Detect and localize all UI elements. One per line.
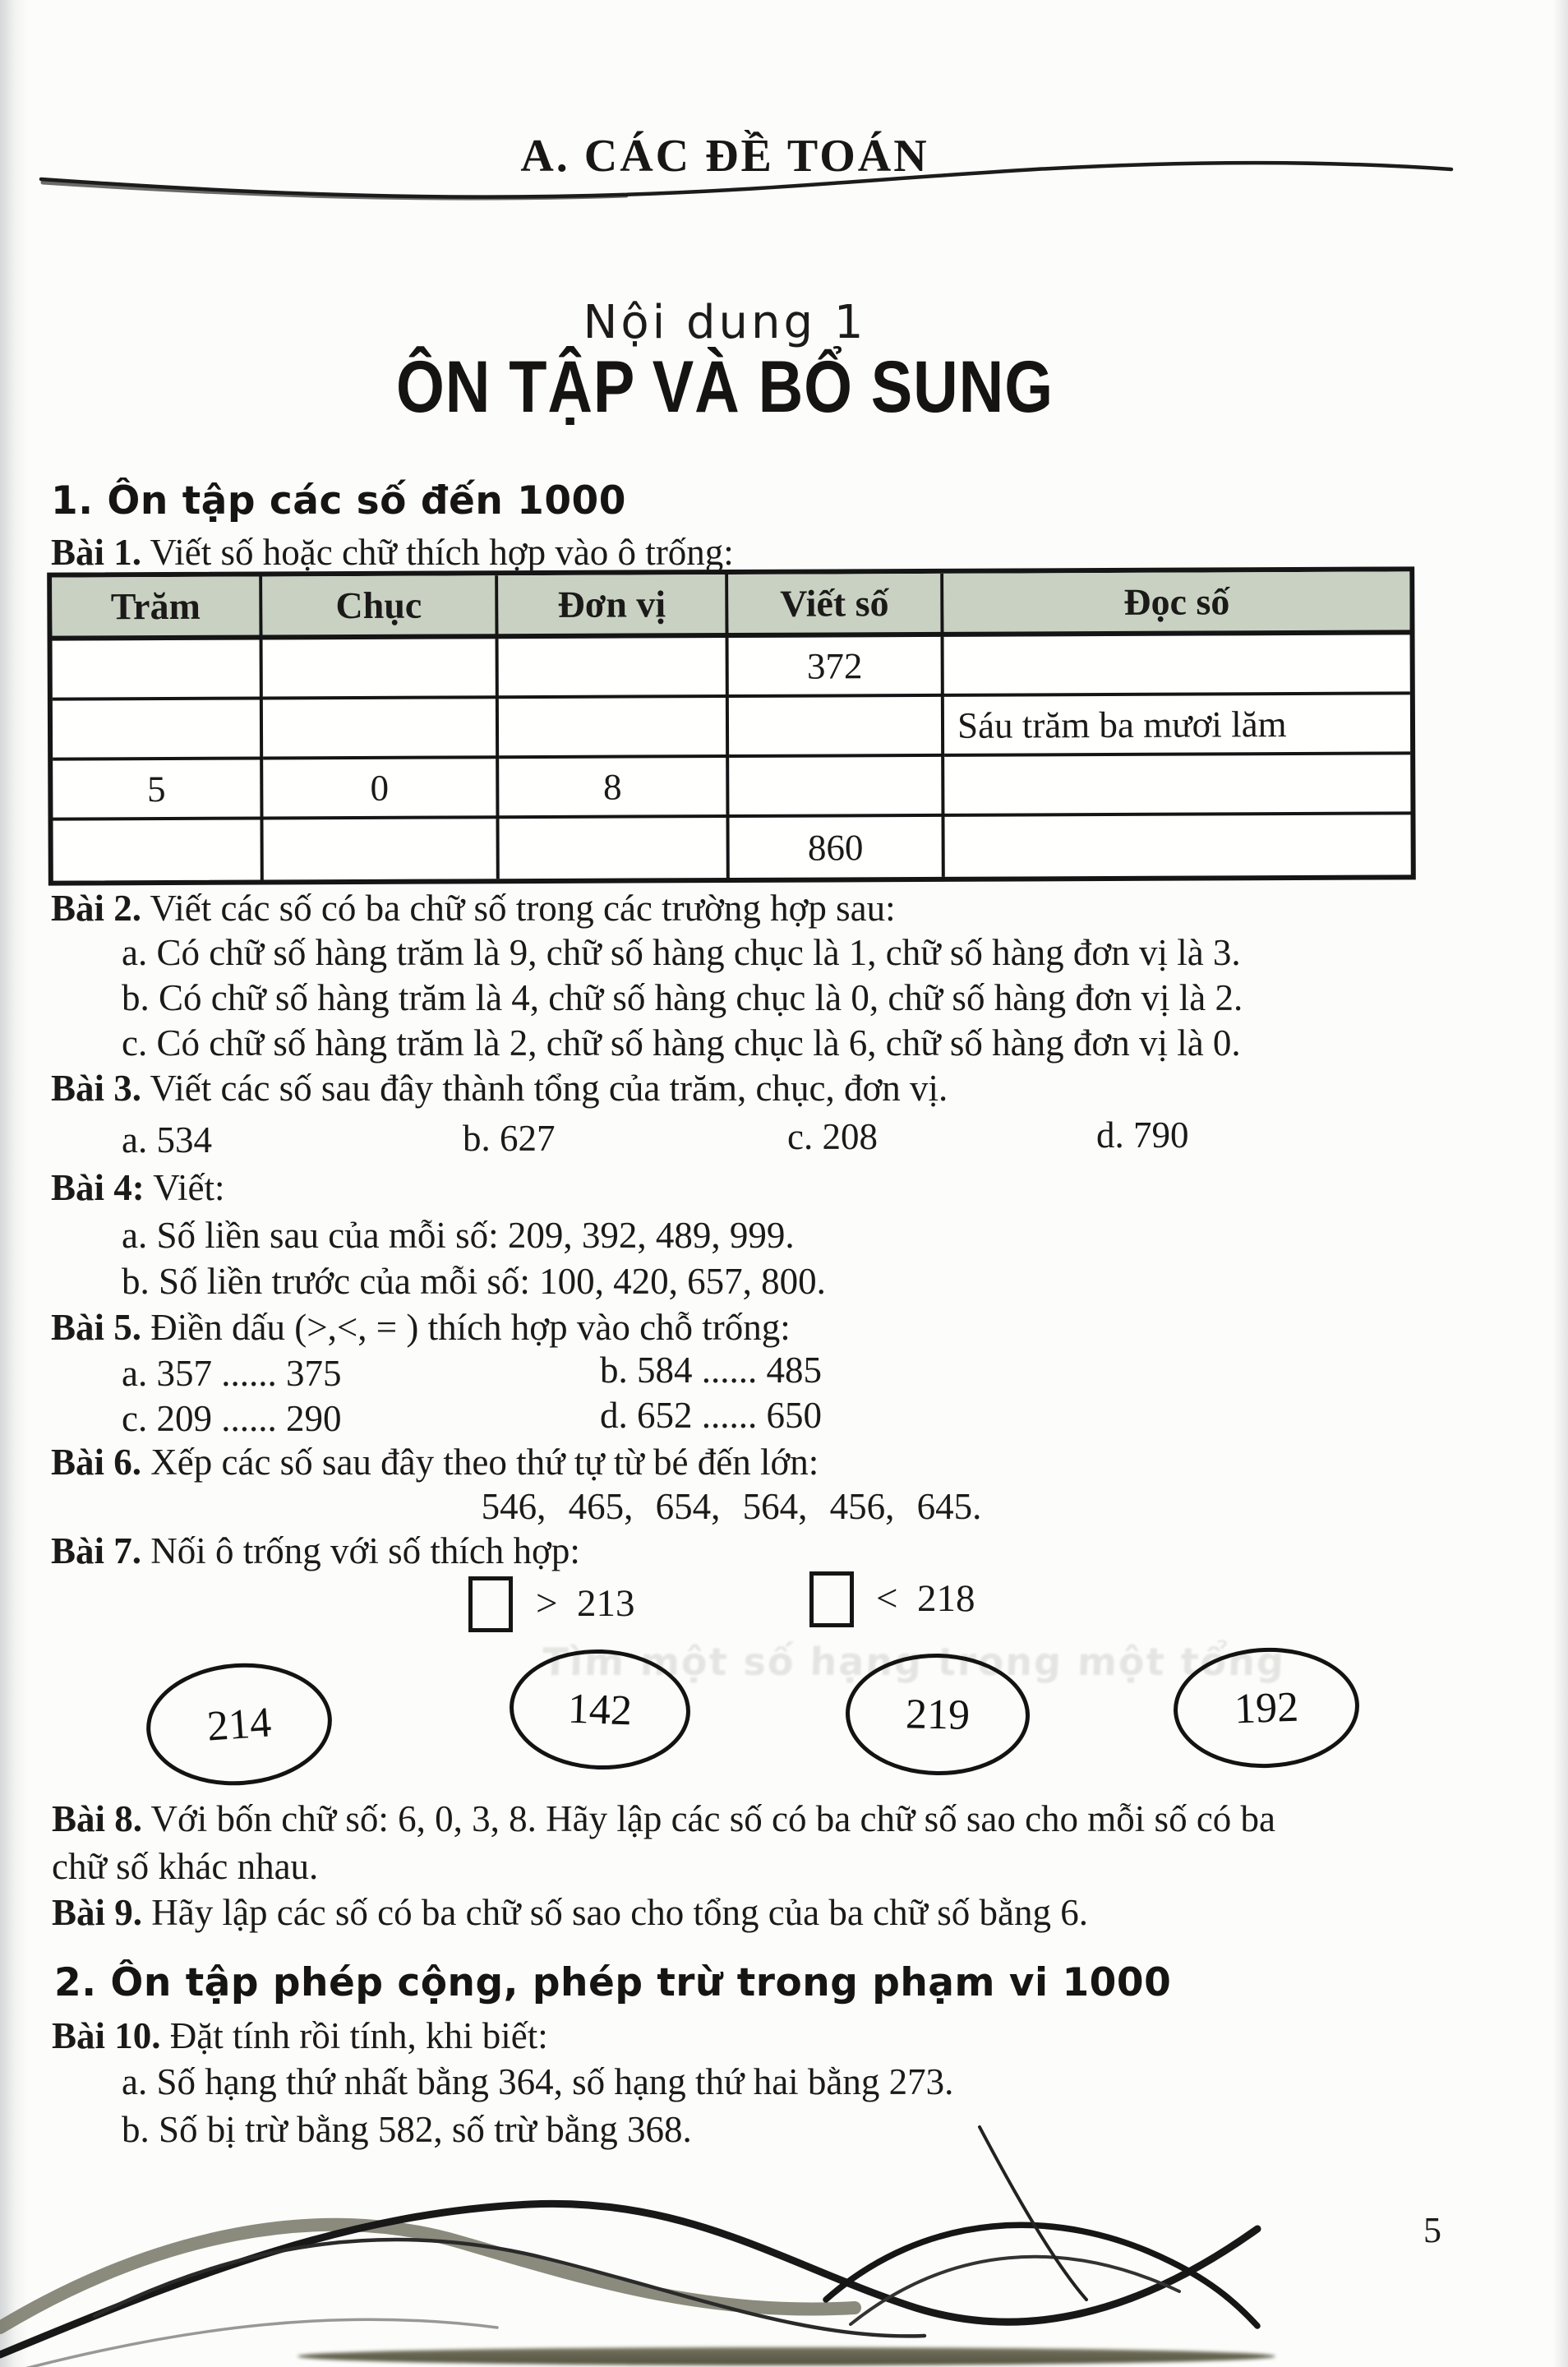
exercise-8-label: Bài 8.: [52, 1798, 143, 1839]
section-2-heading: 2. Ôn tập phép cộng, phép trừ trong phạm vi 1000: [54, 1960, 1172, 2005]
blank-box-2: [809, 1571, 854, 1627]
exercise-4-item-a: a. Số liền sau của mỗi số: 209, 392, 489, 999.: [122, 1215, 795, 1256]
exercise-10-text: Đặt tính rồi tính, khi biết:: [160, 2015, 548, 2056]
table-cell: [53, 699, 263, 760]
number-circle-219: 219: [845, 1652, 1031, 1777]
number-circle-192: 192: [1172, 1645, 1362, 1771]
exercise-4-item-b: b. Số liền trước của mỗi số: 100, 420, 657, 800.: [122, 1261, 826, 1302]
exercise-7-label: Bài 7.: [51, 1530, 142, 1571]
exercise-1-prompt: [51, 530, 734, 574]
bleed-through-ghost-text: Tìm một số hạng trong một tổng: [542, 1640, 1286, 1684]
exercise-10-item-a: a. Số hạng thứ nhất bằng 364, số hạng thứ hai bằng 273.: [122, 2061, 954, 2102]
exercise-5-prompt: [51, 1305, 791, 1350]
unit-title: ÔN TẬP VÀ BỔ SUNG: [396, 346, 1054, 428]
page-number: 5: [1423, 2210, 1441, 2250]
exercise-3-prompt: [51, 1066, 948, 1110]
table-cell: [53, 639, 263, 700]
table-cell: 860: [729, 817, 944, 878]
exercise-9-label: Bài 9.: [52, 1892, 143, 1933]
exercise-1-text: Viết số hoặc chữ thích hợp vào ô trống:: [141, 532, 734, 573]
table-cell: 8: [499, 758, 729, 819]
table-cell: [944, 814, 1410, 876]
table-cell: [499, 638, 729, 699]
greater-than-sign: >: [536, 1582, 558, 1625]
number-circle-214: 214: [142, 1657, 336, 1791]
exercise-7-text: Nối ô trống với số thích hợp:: [141, 1530, 580, 1571]
exercise-2-text: Viết các số có ba chữ số trong các trường hợp sau:: [141, 888, 896, 929]
table-cell: [499, 818, 729, 879]
exercise-6-prompt: [51, 1440, 819, 1484]
table-cell: [263, 819, 499, 879]
table-cell: 0: [263, 759, 499, 819]
exercise-5-text: Điền dấu (>,<, = ) thích hợp vào chỗ trống:: [141, 1307, 791, 1348]
table-cell: [263, 699, 499, 759]
table-cell: [53, 819, 263, 880]
less-than-sign: <: [876, 1577, 898, 1620]
exercise-2-label: Bài 2.: [51, 888, 142, 929]
number-circle-142: 142: [508, 1646, 693, 1773]
exercise-5-item-d: d. 652 ...... 650: [600, 1395, 822, 1436]
table-cell: [729, 757, 944, 818]
scan-edge-shadow-right: [1553, 0, 1568, 2367]
exercise-6-numbers: 546, 465, 654, 564, 456, 645.: [481, 1486, 982, 1527]
exercise-10-item-b: b. Số bị trừ bằng 582, số trừ bằng 368.: [122, 2109, 692, 2150]
exercise-1-label: Bài 1.: [51, 532, 142, 573]
exercise-3-item-c: c. 208: [787, 1116, 878, 1157]
exercise-2-item-c: c. Có chữ số hàng trăm là 2, chữ số hàng chục là 6, chữ số hàng đơn vị là 0.: [122, 1022, 1241, 1064]
blank-box-1-condition: [536, 1581, 635, 1626]
exercise-3-item-a: a. 534: [122, 1119, 212, 1160]
exercise-5-label: Bài 5.: [51, 1307, 142, 1348]
exercise-10-label: Bài 10.: [52, 2015, 161, 2056]
exercise-4-label: Bài 4:: [51, 1167, 145, 1208]
unit-label: Nội dung 1: [583, 296, 867, 349]
table-header-docso: Đọc số: [943, 571, 1409, 636]
exercise-6-text: Xếp các số sau đây theo thứ tự từ bé đến lớn:: [141, 1442, 819, 1483]
section-1-heading: 1. Ôn tập các số đến 1000: [51, 478, 626, 524]
exercise-2-item-b: b. Có chữ số hàng trăm là 4, chữ số hàng chục là 0, chữ số hàng đơn vị là 2.: [122, 977, 1243, 1018]
exercise-2-item-a: a. Có chữ số hàng trăm là 9, chữ số hàng chục là 1, chữ số hàng đơn vị là 3.: [122, 932, 1241, 973]
table-cell: [263, 639, 499, 699]
exercise-3-item-d: d. 790: [1096, 1114, 1189, 1156]
table-cell: [729, 697, 944, 758]
exercise-4-text: Viết:: [144, 1167, 225, 1208]
exercise-8-line-1: [52, 1797, 1275, 1841]
exercise-9-prompt: [52, 1890, 1088, 1935]
table-header-tram: Trăm: [52, 576, 262, 640]
exercise-7-prompt: [51, 1529, 580, 1573]
decorative-swoosh: [0, 2104, 1568, 2367]
exercise-5-item-a: a. 357 ...... 375: [122, 1353, 342, 1394]
table-header-vietso: Viết số: [728, 574, 943, 638]
condition-value: 213: [577, 1582, 635, 1625]
exercise-8-line-2: chữ số khác nhau.: [52, 1846, 319, 1887]
exercise-10-prompt: [52, 2014, 548, 2058]
page-curl-shadow: [297, 2347, 1275, 2365]
exercise-9-text: Hãy lập các số có ba chữ số sao cho tổng của ba chữ số bằng 6.: [142, 1892, 1088, 1933]
table-cell: 5: [53, 759, 263, 820]
table-cell: [944, 754, 1410, 816]
exercise-8-text-1: Với bốn chữ số: 6, 0, 3, 8. Hãy lập các số có ba chữ số sao cho mỗi số có ba: [142, 1798, 1276, 1839]
scan-edge-shadow-left: [0, 0, 28, 2367]
exercise-4-prompt: [51, 1165, 224, 1210]
exercise-3-text: Viết các số sau đây thành tổng của trăm, chục, đơn vị.: [141, 1068, 948, 1109]
exercise-2-prompt: [51, 886, 896, 930]
place-value-table: [47, 566, 1416, 885]
exercise-3-item-b: b. 627: [463, 1118, 556, 1159]
exercise-5-item-b: b. 584 ...... 485: [600, 1350, 822, 1391]
table-cell: 372: [729, 637, 944, 698]
header-wavy-rule: [0, 148, 1568, 222]
table-header-chuc: Chục: [262, 575, 498, 639]
condition-value: 218: [917, 1577, 975, 1620]
table-cell: [944, 634, 1410, 696]
table-cell: Sáu trăm ba mươi lăm: [944, 694, 1410, 756]
blank-box-2-condition: [876, 1576, 975, 1621]
table-header-donvi: Đơn vị: [498, 574, 728, 639]
exercise-6-label: Bài 6.: [51, 1442, 142, 1483]
exercise-3-label: Bài 3.: [51, 1068, 142, 1109]
blank-box-1: [468, 1576, 513, 1632]
table-cell: [499, 698, 729, 759]
exercise-5-item-c: c. 209 ...... 290: [122, 1398, 342, 1439]
running-header: A. CÁC ĐỀ TOÁN: [520, 131, 929, 182]
